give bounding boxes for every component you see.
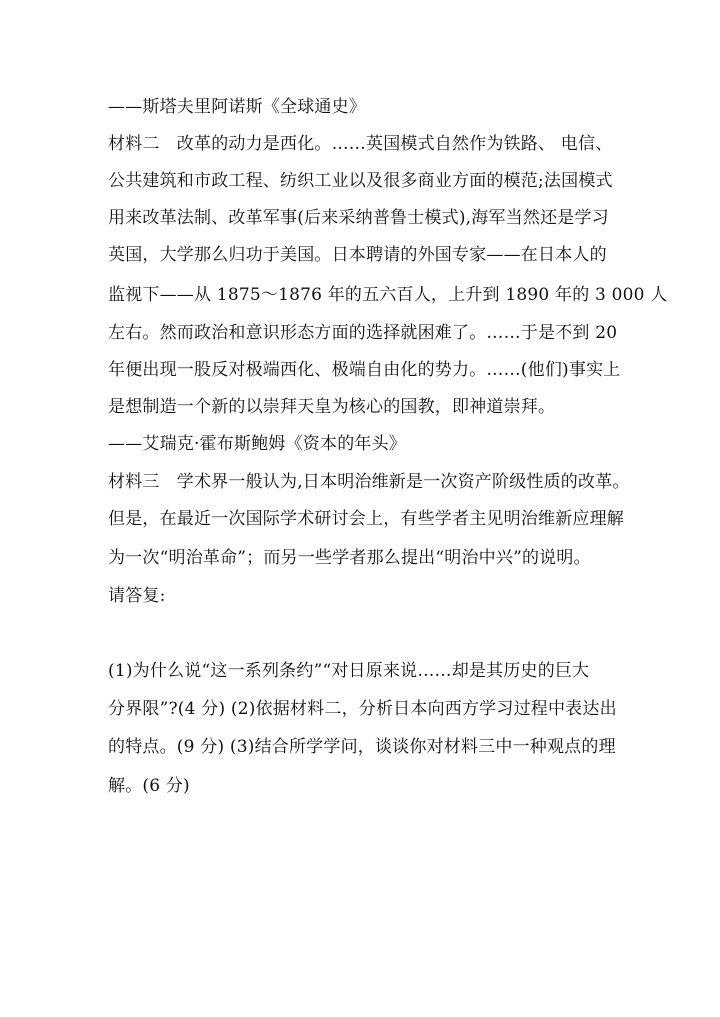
question-line-4: 解。(6 分) bbox=[108, 776, 190, 796]
material-two-line-5: 监视下——从 1875～1876 年的五六百人，上升到 1890 年的 3 000 人 bbox=[108, 285, 668, 305]
question-line-1: (1)为什么说“这一系列条约”“对日原来说……却是其历史的巨大 bbox=[108, 661, 590, 681]
material-three-line-2: 但是，在最近一次国际学术研讨会上，有些学者主见明治维新应理解 bbox=[108, 509, 624, 529]
question-line-3: 的特点。(9 分) (3)结合所学学问，谈谈你对材料三中一种观点的理 bbox=[108, 737, 616, 757]
material-two-line-3: 用来改革法制、改革军事(后来采纳普鲁士模式),海军当然还是学习 bbox=[108, 208, 609, 228]
material-two-line-4: 英国，大学那么归功于美国。日本聘请的外国专家——在日本人的 bbox=[108, 245, 607, 265]
source-citation-hobsbawm: ——艾瑞克·霍布斯鲍姆《资本的年头》 bbox=[108, 434, 407, 454]
material-two-line-2: 公共建筑和市政工程、纺织工业以及很多商业方面的模范;法国模式 bbox=[108, 171, 613, 191]
answer-prompt: 请答复: bbox=[108, 586, 166, 606]
material-two-line-7: 年便出现一股反对极端西化、极端自由化的势力。……(他们)事实上 bbox=[108, 360, 621, 380]
material-two-line-1: 材料二 改革的动力是西化。……英国模式自然作为铁路、 电信、 bbox=[108, 134, 613, 154]
material-three-line-3: 为一次“明治革命”；而另一些学者那么提出“明治中兴”的说明。 bbox=[108, 548, 591, 568]
question-line-2: 分界限”?(4 分) (2)依据材料二，分析日本向西方学习过程中表达出 bbox=[108, 699, 617, 719]
material-two-line-6: 左右。然而政治和意识形态方面的选择就困难了。……于是不到 20 bbox=[108, 323, 618, 343]
source-citation-stavrianos: ——斯塔夫里阿诺斯《全球通史》 bbox=[108, 97, 366, 117]
material-three-line-1: 材料三 学术界一般认为,日本明治维新是一次资产阶级性质的改革。 bbox=[108, 472, 630, 492]
material-two-line-8: 是想制造一个新的以崇拜天皇为核心的国教，即神道崇拜。 bbox=[108, 397, 556, 417]
